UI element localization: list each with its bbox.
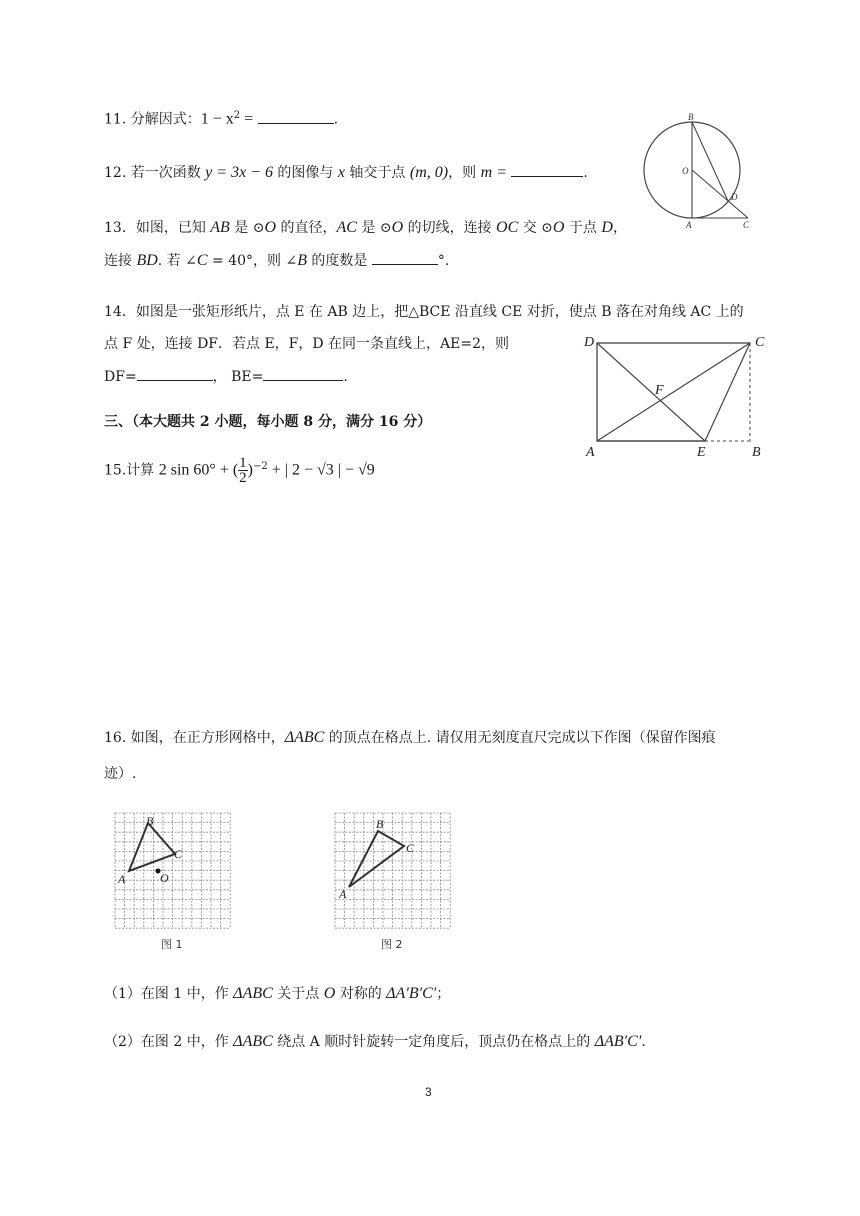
q13-ac: AC bbox=[336, 219, 357, 236]
q13-o: O bbox=[264, 219, 277, 236]
q16-1-end: ； bbox=[436, 986, 451, 1002]
q13-o: O bbox=[391, 219, 404, 236]
q13-text: = 40°，则 ∠ bbox=[207, 253, 298, 269]
q13-text: 是 ⊙ bbox=[229, 220, 265, 236]
q13-text: 的切线，连接 bbox=[403, 220, 497, 236]
question-15 bbox=[104, 450, 375, 488]
figure-2-grid bbox=[335, 813, 450, 928]
q11-exponent: 2 bbox=[233, 110, 241, 121]
label-b: B bbox=[688, 112, 694, 122]
question-11 bbox=[104, 106, 338, 130]
q15-part-1: 2 sin 60° + ( bbox=[158, 461, 239, 479]
q13-text: 是 ⊙ bbox=[356, 220, 392, 236]
q16-1-triangle-prime: ΔA′B′C′ bbox=[386, 985, 437, 1002]
question-16-part-1 bbox=[104, 984, 450, 1004]
figure-2 bbox=[330, 808, 490, 958]
q13-text: 于点 bbox=[564, 220, 602, 236]
label-c: C bbox=[406, 841, 415, 855]
q11-end: . bbox=[333, 111, 339, 128]
q15-fraction bbox=[238, 456, 248, 485]
page-number: 3 bbox=[425, 1085, 432, 1099]
q12-text-3: ，则 bbox=[448, 165, 481, 181]
segment-bd bbox=[692, 122, 728, 201]
rectangle-figure bbox=[580, 330, 770, 460]
label-f: F bbox=[655, 383, 664, 398]
question-14-line-3 bbox=[104, 366, 348, 387]
q12-m: m = bbox=[480, 164, 507, 181]
q14-be-label: ， BE= bbox=[212, 369, 264, 385]
q16-1-triangle: ΔABC bbox=[233, 985, 273, 1002]
question-16-line-1 bbox=[104, 728, 716, 748]
q16-text: 的顶点在格点上. 请仅用无刻度直尺完成以下作图（保留作图痕 bbox=[324, 730, 716, 746]
question-13-line-1 bbox=[104, 218, 627, 238]
q13-text: . 若 ∠ bbox=[157, 253, 197, 269]
q16-1-text: 关于点 bbox=[272, 986, 324, 1002]
figure-1-caption: 图 1 bbox=[161, 938, 183, 951]
label-a: A bbox=[586, 445, 595, 460]
q13-text: 13．如图，已知 bbox=[104, 220, 211, 236]
q13-answer-blank[interactable] bbox=[372, 250, 438, 265]
label-b: B bbox=[146, 814, 154, 828]
section-3-heading: 三、（本大题共 2 小题，每小题 8 分，满分 16 分） bbox=[104, 414, 432, 430]
q13-text: 的直径， bbox=[276, 220, 337, 236]
label-o: O bbox=[160, 871, 169, 885]
q13-bd: BD bbox=[136, 252, 158, 269]
q16-1-text: 对称的 bbox=[335, 986, 387, 1002]
q13-end: °. bbox=[437, 253, 450, 269]
question-13-line-2 bbox=[104, 250, 449, 271]
label-d: D bbox=[584, 335, 595, 350]
q11-answer-blank[interactable] bbox=[258, 109, 334, 124]
figure-2-caption: 图 2 bbox=[381, 938, 403, 951]
q12-prefix: 12. 若一次函数 bbox=[104, 165, 206, 181]
q16-1-o: O bbox=[323, 985, 336, 1002]
label-c: C bbox=[174, 847, 183, 861]
label-c: C bbox=[743, 220, 750, 230]
q15-part-3: + | 2 − √3 | − √9 bbox=[267, 461, 375, 479]
label-c: C bbox=[755, 335, 765, 350]
label-a: A bbox=[339, 887, 347, 901]
q11-expression: 1 − x bbox=[200, 110, 234, 128]
question-14-line-2 bbox=[104, 334, 509, 354]
q16-2-triangle-prime: ΔAB′C′ bbox=[594, 1033, 642, 1050]
q14-be-blank[interactable] bbox=[263, 366, 343, 381]
label-b: B bbox=[752, 445, 761, 460]
question-14-line-1 bbox=[104, 302, 744, 322]
q16-text: 16. 如图，在正方形网格中， bbox=[104, 730, 285, 746]
segment-de bbox=[597, 343, 705, 441]
label-a: A bbox=[686, 220, 692, 230]
q15-numerator: 1 bbox=[239, 455, 247, 472]
triangle-abc bbox=[129, 823, 175, 871]
question-16-line-2 bbox=[104, 764, 136, 784]
q12-text-1: 的图像与 bbox=[272, 165, 338, 181]
q13-ab: AB bbox=[210, 219, 230, 236]
q13-c: C bbox=[196, 252, 208, 269]
label-o: O bbox=[682, 166, 689, 176]
q13-b: B bbox=[297, 252, 307, 269]
label-d: D bbox=[731, 192, 738, 202]
circle-figure bbox=[640, 110, 770, 235]
q13-oc: OC bbox=[496, 219, 519, 236]
q13-d: D bbox=[601, 219, 613, 236]
q12-point: (m, 0) bbox=[409, 164, 449, 181]
q15-part-2: ) bbox=[247, 461, 253, 479]
q11-equals: = bbox=[240, 110, 254, 128]
figure-1 bbox=[110, 808, 270, 958]
q13-text: 连接 bbox=[104, 253, 137, 269]
q12-answer-blank[interactable] bbox=[511, 162, 583, 177]
q14-text-1: 14．如图是一张矩形纸片，点 E 在 AB 边上，把△BCE 沿直线 CE 对折，使点 B 落在对角线 AC 上的 bbox=[104, 304, 744, 320]
label-a: A bbox=[118, 872, 126, 886]
q14-end: . bbox=[343, 369, 348, 385]
q13-o: O bbox=[552, 219, 565, 236]
triangle-abc bbox=[349, 831, 404, 887]
q12-x: x bbox=[337, 164, 345, 181]
q15-prefix: 15.计算 bbox=[104, 462, 159, 479]
q13-text: 交 ⊙ bbox=[518, 220, 553, 236]
q14-df-label: DF= bbox=[104, 369, 137, 385]
q14-df-blank[interactable] bbox=[137, 366, 213, 381]
q13-text: ， bbox=[612, 220, 627, 236]
q12-text-2: 轴交于点 bbox=[344, 165, 410, 181]
q11-prefix: 11. 分解因式： bbox=[104, 111, 201, 128]
q16-triangle: ΔABC bbox=[284, 729, 325, 746]
q16-2-text: （2）在图 2 中，作 bbox=[104, 1034, 234, 1050]
label-e: E bbox=[697, 445, 706, 460]
q15-denominator: 2 bbox=[239, 470, 247, 487]
q13-text: 的度数是 bbox=[306, 253, 368, 269]
question-16-part-2 bbox=[104, 1032, 646, 1052]
q16-text-2: 迹）. bbox=[104, 766, 137, 782]
question-12 bbox=[104, 162, 588, 183]
q15-exponent: −2 bbox=[252, 461, 268, 472]
label-b: B bbox=[376, 817, 384, 831]
q16-2-text: 绕点 A 顺时针旋转一定角度后，顶点仍在格点上的 bbox=[272, 1034, 595, 1050]
q12-function: y = 3x − 6 bbox=[205, 164, 273, 181]
q16-2-triangle: ΔABC bbox=[233, 1033, 273, 1050]
q14-text-2: 点 F 处，连接 DF．若点 E，F，D 在同一条直线上，AE=2，则 bbox=[104, 336, 510, 352]
q16-2-end: . bbox=[641, 1034, 646, 1050]
q12-end: . bbox=[583, 165, 588, 181]
q16-1-text: （1）在图 1 中，作 bbox=[104, 986, 234, 1002]
